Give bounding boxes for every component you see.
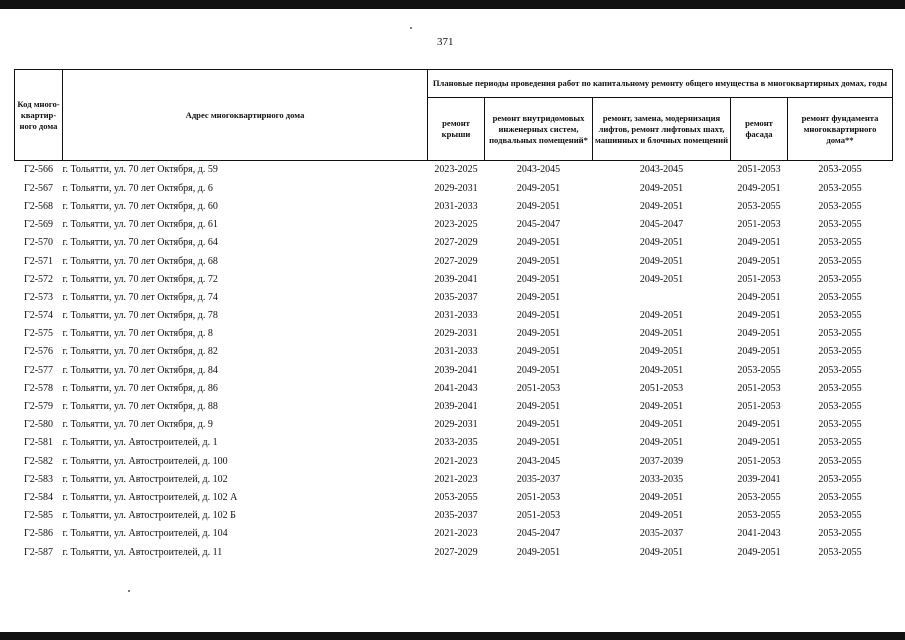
cell-address: г. Тольятти, ул. 70 лет Октября, д. 60 bbox=[62, 200, 218, 212]
table-row bbox=[15, 434, 893, 452]
cell-engineering: 2049-2051 bbox=[516, 310, 561, 322]
table-row bbox=[15, 452, 893, 470]
cell-elevators: 2049-2051 bbox=[639, 401, 684, 413]
cell-roof: 2021-2023 bbox=[434, 455, 478, 467]
cell-elevators: 2049-2051 bbox=[639, 437, 684, 449]
cell-elevators bbox=[593, 288, 731, 306]
cell-address: г. Тольятти, ул. 70 лет Октября, д. 84 bbox=[62, 364, 218, 376]
cell-elevators: 2049-2051 bbox=[639, 510, 684, 522]
header-address: Адрес многоквартирного дома bbox=[63, 70, 428, 161]
cell-address: г. Тольятти, ул. 70 лет Октября, д. 78 bbox=[62, 310, 218, 322]
cell-elevators: 2049-2051 bbox=[639, 200, 684, 212]
cell-roof: 2031-2033 bbox=[434, 310, 478, 322]
cell-roof: 2039-2041 bbox=[434, 364, 478, 376]
cell-foundation: 2053-2055 bbox=[818, 273, 862, 285]
cell-roof: 2029-2031 bbox=[434, 182, 478, 194]
header-periods-group: Плановые периоды проведения работ по капитальному ремонту общего имущества в многоквартирных домах, годы bbox=[428, 70, 893, 98]
table-body bbox=[15, 161, 893, 562]
cell-roof: 2029-2031 bbox=[434, 328, 478, 340]
cell-address: г. Тольятти, ул. 70 лет Октября, д. 68 bbox=[62, 255, 218, 267]
cell-elevators: 2049-2051 bbox=[639, 546, 684, 558]
cell-address: г. Тольятти, ул. 70 лет Октября, д. 9 bbox=[62, 419, 213, 431]
cell-engineering: 2049-2051 bbox=[516, 237, 561, 249]
cell-foundation: 2053-2055 bbox=[818, 182, 862, 194]
cell-elevators: 2033-2035 bbox=[639, 473, 684, 485]
cell-elevators: 2049-2051 bbox=[639, 364, 684, 376]
cell-address: г. Тольятти, ул. 70 лет Октября, д. 64 bbox=[62, 237, 218, 249]
cell-facade: 2049-2051 bbox=[737, 291, 781, 303]
header-code: Код много-квартир-ного дома bbox=[15, 70, 63, 161]
cell-facade: 2051-2053 bbox=[737, 455, 781, 467]
cell-code: Г2-574 bbox=[23, 310, 54, 322]
cell-address: г. Тольятти, ул. 70 лет Октября, д. 61 bbox=[62, 219, 218, 231]
cell-roof: 2031-2033 bbox=[434, 346, 478, 358]
table-row bbox=[15, 161, 893, 180]
cell-address: г. Тольятти, ул. Автостроителей, д. 100 bbox=[62, 455, 228, 467]
cell-code: Г2-572 bbox=[23, 273, 54, 285]
cell-elevators: 2049-2051 bbox=[639, 346, 684, 358]
cell-roof: 2039-2041 bbox=[434, 401, 478, 413]
cell-engineering: 2049-2051 bbox=[516, 255, 561, 267]
table-row bbox=[15, 543, 893, 561]
cell-address: г. Тольятти, ул. 70 лет Октября, д. 59 bbox=[62, 164, 218, 176]
cell-elevators: 2049-2051 bbox=[639, 255, 684, 267]
cell-engineering: 2049-2051 bbox=[516, 546, 561, 558]
cell-facade: 2053-2055 bbox=[737, 200, 781, 212]
table-row bbox=[15, 179, 893, 197]
header-elevators: ремонт, замена, модернизация лифтов, ремонт лифтовых шахт, машинных и блочных помещений bbox=[593, 98, 731, 161]
cell-foundation: 2053-2055 bbox=[818, 382, 862, 394]
cell-facade: 2051-2053 bbox=[737, 382, 781, 394]
cell-engineering: 2049-2051 bbox=[516, 419, 561, 431]
cell-facade: 2049-2051 bbox=[737, 546, 781, 558]
cell-engineering: 2049-2051 bbox=[516, 200, 561, 212]
cell-engineering: 2043-2045 bbox=[516, 455, 561, 467]
cell-engineering: 2045-2047 bbox=[516, 528, 561, 540]
cell-engineering: 2049-2051 bbox=[516, 291, 561, 303]
cell-elevators: 2049-2051 bbox=[639, 273, 684, 285]
table-header bbox=[15, 70, 893, 161]
cell-facade: 2041-2043 bbox=[737, 528, 781, 540]
cell-foundation: 2053-2055 bbox=[818, 491, 862, 503]
cell-roof: 2033-2035 bbox=[434, 437, 478, 449]
cell-address: г. Тольятти, ул. Автостроителей, д. 102 А bbox=[62, 491, 238, 503]
cell-foundation: 2053-2055 bbox=[818, 200, 862, 212]
cell-foundation: 2053-2055 bbox=[818, 437, 862, 449]
top-border-bar bbox=[0, 0, 905, 9]
cell-code: Г2-576 bbox=[23, 346, 54, 358]
cell-foundation: 2053-2055 bbox=[818, 510, 862, 522]
cell-foundation: 2053-2055 bbox=[818, 219, 862, 231]
cell-code: Г2-585 bbox=[23, 510, 54, 522]
table-row bbox=[15, 325, 893, 343]
cell-code: Г2-567 bbox=[23, 182, 54, 194]
table-row bbox=[15, 488, 893, 506]
header-foundation: ремонт фундамента многоквартирного дома** bbox=[788, 98, 893, 161]
cell-elevators: 2049-2051 bbox=[639, 328, 684, 340]
cell-foundation: 2053-2055 bbox=[818, 164, 862, 176]
cell-code: Г2-577 bbox=[23, 364, 54, 376]
table-row bbox=[15, 343, 893, 361]
cell-engineering: 2049-2051 bbox=[516, 328, 561, 340]
cell-address: г. Тольятти, ул. 70 лет Октября, д. 86 bbox=[62, 382, 218, 394]
table-row bbox=[15, 288, 893, 306]
cell-foundation: 2053-2055 bbox=[818, 364, 862, 376]
cell-facade: 2051-2053 bbox=[737, 401, 781, 413]
cell-facade: 2049-2051 bbox=[737, 255, 781, 267]
cell-roof: 2027-2029 bbox=[434, 237, 478, 249]
cell-roof: 2023-2025 bbox=[434, 164, 478, 176]
cell-elevators: 2049-2051 bbox=[639, 237, 684, 249]
cell-address: г. Тольятти, ул. 70 лет Октября, д. 8 bbox=[62, 328, 213, 340]
cell-address: г. Тольятти, ул. Автостроителей, д. 11 bbox=[62, 546, 223, 558]
cell-foundation: 2053-2055 bbox=[818, 455, 862, 467]
table-row bbox=[15, 270, 893, 288]
cell-roof: 2041-2043 bbox=[434, 382, 478, 394]
cell-address: г. Тольятти, ул. Автостроителей, д. 102 bbox=[62, 473, 228, 485]
cell-roof: 2027-2029 bbox=[434, 255, 478, 267]
table-row bbox=[15, 307, 893, 325]
cell-elevators: 2049-2051 bbox=[639, 491, 684, 503]
cell-elevators: 2051-2053 bbox=[639, 382, 684, 394]
cell-facade: 2051-2053 bbox=[737, 273, 781, 285]
header-roof: ремонт крыши bbox=[428, 98, 485, 161]
cell-code: Г2-586 bbox=[23, 528, 54, 540]
cell-elevators: 2045-2047 bbox=[639, 219, 684, 231]
cell-code: Г2-570 bbox=[23, 237, 54, 249]
cell-code: Г2-575 bbox=[23, 328, 54, 340]
cell-code: Г2-582 bbox=[23, 455, 54, 467]
cell-facade: 2053-2055 bbox=[737, 364, 781, 376]
table-row bbox=[15, 252, 893, 270]
cell-code: Г2-584 bbox=[23, 491, 54, 503]
cell-facade: 2049-2051 bbox=[737, 328, 781, 340]
cell-foundation: 2053-2055 bbox=[818, 546, 862, 558]
cell-roof: 2053-2055 bbox=[434, 491, 478, 503]
cell-roof: 2023-2025 bbox=[434, 219, 478, 231]
cell-engineering: 2049-2051 bbox=[516, 364, 561, 376]
table-row bbox=[15, 234, 893, 252]
cell-code: Г2-568 bbox=[23, 200, 54, 212]
cell-roof: 2035-2037 bbox=[434, 510, 478, 522]
header-facade: ремонт фасада bbox=[731, 98, 788, 161]
bottom-border-bar bbox=[0, 632, 905, 640]
cell-code: Г2-581 bbox=[23, 437, 54, 449]
cell-code: Г2-580 bbox=[23, 419, 54, 431]
cell-elevators: 2037-2039 bbox=[639, 455, 684, 467]
scan-speck bbox=[410, 27, 412, 29]
cell-foundation: 2053-2055 bbox=[818, 346, 862, 358]
table-row bbox=[15, 197, 893, 215]
header-engineering: ремонт внутридомовых инженерных систем, подвальных помещений* bbox=[485, 98, 593, 161]
table-row bbox=[15, 216, 893, 234]
cell-engineering: 2051-2053 bbox=[516, 510, 561, 522]
cell-roof: 2035-2037 bbox=[434, 291, 478, 303]
page-number: 371 bbox=[437, 36, 454, 48]
cell-engineering: 2049-2051 bbox=[516, 273, 561, 285]
cell-elevators: 2035-2037 bbox=[639, 528, 684, 540]
cell-code: Г2-583 bbox=[23, 473, 54, 485]
cell-roof: 2021-2023 bbox=[434, 473, 478, 485]
cell-code: Г2-573 bbox=[23, 291, 54, 303]
cell-roof: 2027-2029 bbox=[434, 546, 478, 558]
cell-engineering: 2035-2037 bbox=[516, 473, 561, 485]
cell-roof: 2039-2041 bbox=[434, 273, 478, 285]
cell-facade: 2049-2051 bbox=[737, 182, 781, 194]
table-row bbox=[15, 416, 893, 434]
cell-foundation: 2053-2055 bbox=[818, 328, 862, 340]
cell-address: г. Тольятти, ул. 70 лет Октября, д. 82 bbox=[62, 346, 218, 358]
cell-roof: 2031-2033 bbox=[434, 200, 478, 212]
cell-code: Г2-587 bbox=[23, 546, 54, 558]
cell-foundation: 2053-2055 bbox=[818, 255, 862, 267]
cell-code: Г2-579 bbox=[23, 401, 54, 413]
cell-engineering: 2051-2053 bbox=[516, 382, 561, 394]
cell-address: г. Тольятти, ул. Автостроителей, д. 104 bbox=[62, 528, 228, 540]
cell-code: Г2-566 bbox=[23, 164, 54, 176]
cell-facade: 2039-2041 bbox=[737, 473, 781, 485]
cell-engineering: 2049-2051 bbox=[516, 346, 561, 358]
table-row bbox=[15, 470, 893, 488]
cell-elevators: 2043-2045 bbox=[639, 164, 684, 176]
cell-code: Г2-569 bbox=[23, 219, 54, 231]
cell-roof: 2029-2031 bbox=[434, 419, 478, 431]
cell-facade: 2053-2055 bbox=[737, 491, 781, 503]
cell-foundation: 2053-2055 bbox=[818, 237, 862, 249]
cell-facade: 2049-2051 bbox=[737, 310, 781, 322]
cell-engineering: 2045-2047 bbox=[516, 219, 561, 231]
cell-code: Г2-571 bbox=[23, 255, 54, 267]
cell-elevators: 2049-2051 bbox=[639, 419, 684, 431]
cell-facade: 2053-2055 bbox=[737, 510, 781, 522]
cell-address: г. Тольятти, ул. 70 лет Октября, д. 6 bbox=[62, 182, 213, 194]
cell-facade: 2049-2051 bbox=[737, 419, 781, 431]
table-row bbox=[15, 507, 893, 525]
cell-foundation: 2053-2055 bbox=[818, 419, 862, 431]
cell-foundation: 2053-2055 bbox=[818, 310, 862, 322]
cell-facade: 2049-2051 bbox=[737, 237, 781, 249]
cell-engineering: 2043-2045 bbox=[516, 164, 561, 176]
cell-address: г. Тольятти, ул. 70 лет Октября, д. 74 bbox=[62, 291, 218, 303]
table-row bbox=[15, 525, 893, 543]
cell-facade: 2051-2053 bbox=[737, 164, 781, 176]
cell-engineering: 2049-2051 bbox=[516, 182, 561, 194]
cell-foundation: 2053-2055 bbox=[818, 401, 862, 413]
cell-foundation: 2053-2055 bbox=[818, 473, 862, 485]
cell-facade: 2051-2053 bbox=[737, 219, 781, 231]
cell-facade: 2049-2051 bbox=[737, 437, 781, 449]
cell-roof: 2021-2023 bbox=[434, 528, 478, 540]
cell-foundation: 2053-2055 bbox=[818, 291, 862, 303]
table-row bbox=[15, 397, 893, 415]
cell-engineering: 2051-2053 bbox=[516, 491, 561, 503]
repair-schedule-table bbox=[14, 69, 893, 561]
cell-foundation: 2053-2055 bbox=[818, 528, 862, 540]
scan-speck bbox=[128, 590, 130, 592]
cell-address: г. Тольятти, ул. 70 лет Октября, д. 72 bbox=[62, 273, 218, 285]
cell-elevators: 2049-2051 bbox=[639, 182, 684, 194]
cell-facade: 2049-2051 bbox=[737, 346, 781, 358]
table-row bbox=[15, 379, 893, 397]
cell-address: г. Тольятти, ул. Автостроителей, д. 1 bbox=[62, 437, 218, 449]
cell-address: г. Тольятти, ул. Автостроителей, д. 102 Б bbox=[62, 510, 236, 522]
cell-engineering: 2049-2051 bbox=[516, 437, 561, 449]
cell-elevators: 2049-2051 bbox=[639, 310, 684, 322]
cell-engineering: 2049-2051 bbox=[516, 401, 561, 413]
cell-code: Г2-578 bbox=[23, 382, 54, 394]
cell-address: г. Тольятти, ул. 70 лет Октября, д. 88 bbox=[62, 401, 218, 413]
table-row bbox=[15, 361, 893, 379]
